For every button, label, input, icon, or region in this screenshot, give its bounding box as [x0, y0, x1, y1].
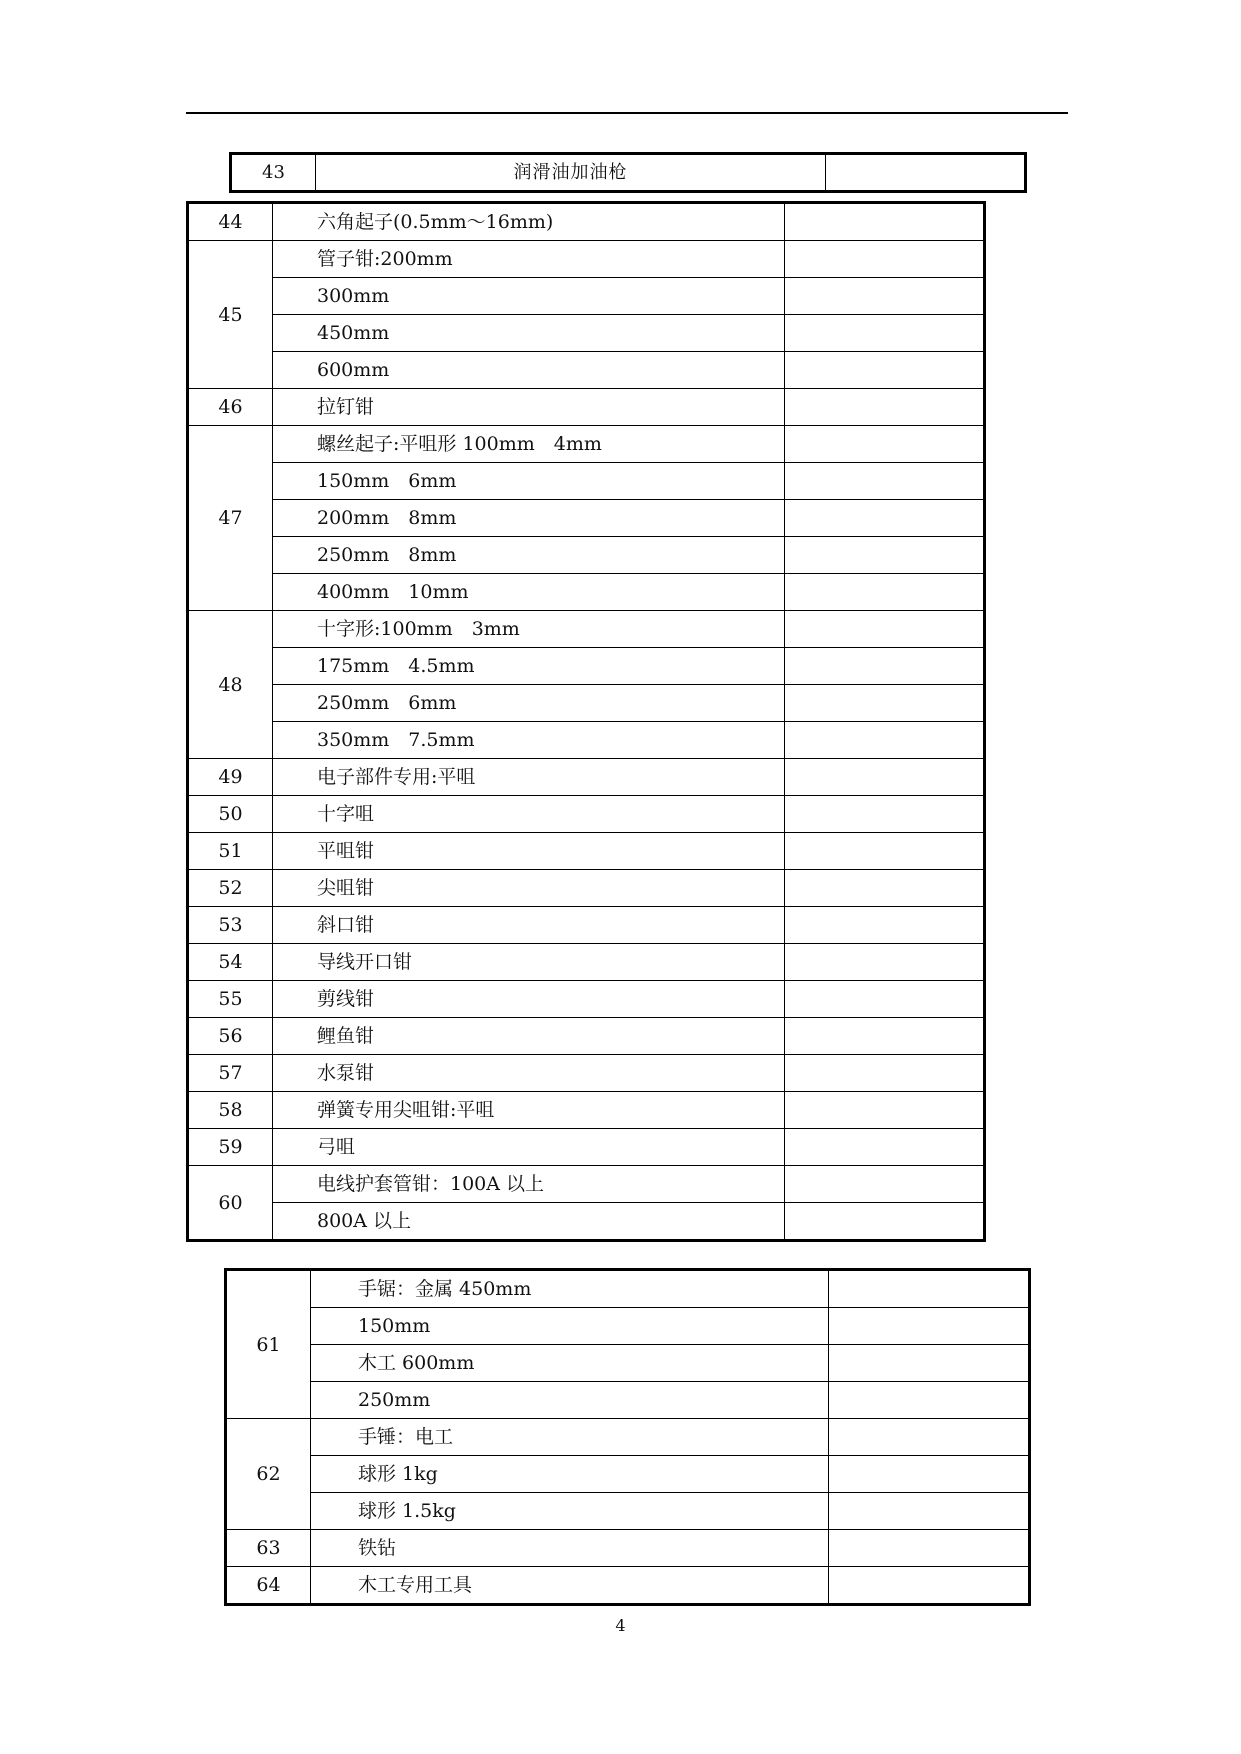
empty-cell — [785, 278, 985, 315]
tool-description: 水泵钳 — [273, 1055, 785, 1092]
tool-description: 润滑油加油枪 — [316, 154, 826, 192]
table-row — [226, 1270, 1030, 1308]
table-row — [188, 1055, 985, 1092]
item-number: 45 — [188, 241, 273, 389]
item-number: 43 — [231, 154, 316, 192]
table-row — [188, 944, 985, 981]
table-row — [188, 500, 985, 537]
empty-cell — [785, 833, 985, 870]
item-number: 55 — [188, 981, 273, 1018]
table-row — [231, 154, 1026, 192]
tool-description: 200mm 8mm — [273, 500, 785, 537]
empty-cell — [785, 907, 985, 944]
tool-description: 导线开口钳 — [273, 944, 785, 981]
item-number: 52 — [188, 870, 273, 907]
tool-description: 管子钳:200mm — [273, 241, 785, 278]
table-row — [188, 759, 985, 796]
tool-description: 球形 1kg — [311, 1456, 829, 1493]
item-number: 46 — [188, 389, 273, 426]
tool-table-main — [186, 201, 986, 1242]
empty-cell — [785, 1129, 985, 1166]
table-row — [188, 648, 985, 685]
table-row — [188, 463, 985, 500]
table-row — [188, 1166, 985, 1203]
tool-description: 手锤：电工 — [311, 1419, 829, 1456]
tool-description: 剪线钳 — [273, 981, 785, 1018]
tool-description: 手锯：金属 450mm — [311, 1270, 829, 1308]
empty-cell — [785, 796, 985, 833]
empty-cell — [785, 537, 985, 574]
item-number: 61 — [226, 1270, 311, 1419]
tool-description: 800A 以上 — [273, 1203, 785, 1241]
table-row — [188, 870, 985, 907]
tool-description: 十字形:100mm 3mm — [273, 611, 785, 648]
table-row — [188, 981, 985, 1018]
item-number: 50 — [188, 796, 273, 833]
table-row — [188, 1018, 985, 1055]
tool-description: 弓咀 — [273, 1129, 785, 1166]
item-number: 57 — [188, 1055, 273, 1092]
item-number: 47 — [188, 426, 273, 611]
tool-description: 平咀钳 — [273, 833, 785, 870]
tool-description: 拉钉钳 — [273, 389, 785, 426]
empty-cell — [785, 722, 985, 759]
empty-cell — [829, 1493, 1030, 1530]
table-row — [188, 537, 985, 574]
tool-description: 斜口钳 — [273, 907, 785, 944]
table-row — [188, 1129, 985, 1166]
tool-table-bottom — [224, 1268, 1031, 1606]
empty-cell — [785, 1203, 985, 1241]
empty-cell — [829, 1567, 1030, 1605]
empty-cell — [785, 648, 985, 685]
table-row — [226, 1308, 1030, 1345]
tool-description: 250mm 6mm — [273, 685, 785, 722]
table-row — [188, 611, 985, 648]
item-number: 62 — [226, 1419, 311, 1530]
tool-description: 球形 1.5kg — [311, 1493, 829, 1530]
table-row — [188, 315, 985, 352]
item-number: 51 — [188, 833, 273, 870]
tool-description: 250mm 8mm — [273, 537, 785, 574]
page-number: 4 — [615, 1616, 626, 1635]
tool-description: 175mm 4.5mm — [273, 648, 785, 685]
empty-cell — [785, 241, 985, 278]
tool-description: 十字咀 — [273, 796, 785, 833]
table-row — [188, 1092, 985, 1129]
empty-cell — [785, 870, 985, 907]
table-row — [188, 907, 985, 944]
empty-cell — [785, 426, 985, 463]
empty-cell — [829, 1419, 1030, 1456]
table-row — [226, 1382, 1030, 1419]
tool-description: 螺丝起子:平咀形 100mm 4mm — [273, 426, 785, 463]
table-row — [188, 203, 985, 241]
empty-cell — [785, 463, 985, 500]
empty-cell — [785, 611, 985, 648]
tool-description: 300mm — [273, 278, 785, 315]
tool-description: 150mm 6mm — [273, 463, 785, 500]
empty-cell — [785, 389, 985, 426]
tool-description: 铁钻 — [311, 1530, 829, 1567]
table-row — [226, 1530, 1030, 1567]
empty-cell — [829, 1308, 1030, 1345]
tool-description: 弹簧专用尖咀钳:平咀 — [273, 1092, 785, 1129]
table-row — [188, 722, 985, 759]
empty-cell — [785, 759, 985, 796]
table-row — [188, 426, 985, 463]
empty-cell — [785, 981, 985, 1018]
empty-cell — [829, 1530, 1030, 1567]
tool-description: 尖咀钳 — [273, 870, 785, 907]
tool-description: 电子部件专用:平咀 — [273, 759, 785, 796]
empty-cell — [785, 203, 985, 241]
item-number: 64 — [226, 1567, 311, 1605]
table-row — [188, 278, 985, 315]
item-number: 63 — [226, 1530, 311, 1567]
tool-description: 250mm — [311, 1382, 829, 1419]
empty-cell — [785, 685, 985, 722]
tool-description: 电线护套管钳：100A 以上 — [273, 1166, 785, 1203]
empty-cell — [829, 1270, 1030, 1308]
tool-description: 150mm — [311, 1308, 829, 1345]
table-row — [226, 1567, 1030, 1605]
item-number: 60 — [188, 1166, 273, 1241]
empty-cell — [785, 1166, 985, 1203]
tool-description: 木工 600mm — [311, 1345, 829, 1382]
table-row — [188, 389, 985, 426]
empty-cell — [785, 500, 985, 537]
table-row — [188, 574, 985, 611]
item-number: 58 — [188, 1092, 273, 1129]
empty-cell — [785, 1018, 985, 1055]
table-row — [226, 1493, 1030, 1530]
item-number: 48 — [188, 611, 273, 759]
empty-cell — [829, 1382, 1030, 1419]
item-number: 44 — [188, 203, 273, 241]
table-row — [188, 833, 985, 870]
tool-description: 木工专用工具 — [311, 1567, 829, 1605]
empty-cell — [829, 1456, 1030, 1493]
item-number: 53 — [188, 907, 273, 944]
tool-description: 六角起子(0.5mm～16mm) — [273, 203, 785, 241]
header-rule — [186, 112, 1068, 114]
tool-description: 400mm 10mm — [273, 574, 785, 611]
table-row — [188, 241, 985, 278]
table-row — [226, 1345, 1030, 1382]
table-row — [226, 1419, 1030, 1456]
item-number: 54 — [188, 944, 273, 981]
table-row — [226, 1456, 1030, 1493]
item-number: 49 — [188, 759, 273, 796]
empty-cell — [826, 154, 1026, 192]
empty-cell — [785, 352, 985, 389]
empty-cell — [785, 1055, 985, 1092]
empty-cell — [829, 1345, 1030, 1382]
tool-description: 鲤鱼钳 — [273, 1018, 785, 1055]
tool-table-top — [229, 152, 1027, 193]
item-number: 59 — [188, 1129, 273, 1166]
empty-cell — [785, 944, 985, 981]
empty-cell — [785, 1092, 985, 1129]
table-row — [188, 352, 985, 389]
empty-cell — [785, 315, 985, 352]
table-row — [188, 1203, 985, 1241]
table-row — [188, 796, 985, 833]
tool-description: 600mm — [273, 352, 785, 389]
tool-description: 450mm — [273, 315, 785, 352]
tool-description: 350mm 7.5mm — [273, 722, 785, 759]
empty-cell — [785, 574, 985, 611]
table-row — [188, 685, 985, 722]
item-number: 56 — [188, 1018, 273, 1055]
